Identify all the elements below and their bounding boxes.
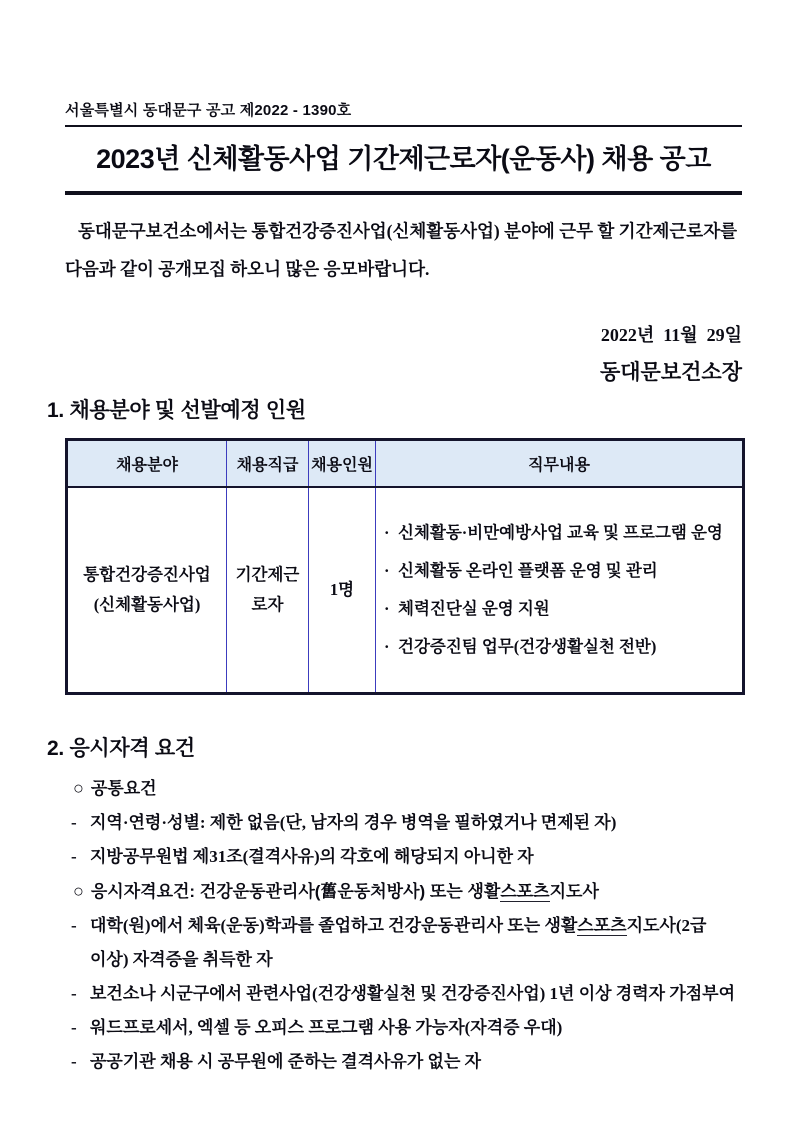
cell-grade: 기간제근로자	[227, 487, 309, 694]
qualification-item	[65, 1011, 742, 1045]
common-requirement-item	[65, 840, 742, 874]
dash-bullet: -	[71, 1052, 77, 1071]
common-requirement-item	[65, 806, 742, 840]
intro-paragraph: 동대문구보건소에서는 통합건강증진사업(신체활동사업) 분야에 근무 할 기간제근로자를 다음과 같이 공개모집 하오니 많은 응모바랍니다.	[65, 221, 738, 279]
document-title: 2023년 신체활동사업 기간제근로자(운동사) 채용 공고	[96, 144, 711, 174]
duty-item	[384, 514, 738, 552]
qual-item-post: 지도사(2급 이상) 자격증을 취득한 자	[90, 916, 707, 969]
field-line2: (신체활동사업)	[93, 595, 201, 614]
cell-field	[67, 487, 227, 694]
section1-heading: 1. 채용분야 및 선발예정 인원	[47, 399, 306, 422]
col-header-field: 채용분야	[67, 440, 227, 488]
dash-bullet: -	[71, 1018, 77, 1037]
qualification-item	[65, 977, 742, 1011]
requirement-text: 워드프로세서, 엑셀 등 오피스 프로그램 사용 가능자(자격증 우대)	[90, 1018, 563, 1037]
recruitment-table	[65, 438, 745, 695]
qual-label-post: 지도사	[549, 882, 599, 901]
circle-bullet: ○	[73, 881, 84, 901]
header-rule-bottom	[65, 191, 742, 195]
bullet-dot: ·	[384, 637, 390, 656]
circle-bullet: ○	[73, 778, 84, 798]
cell-count: 1명	[309, 487, 376, 694]
issue-date: 2022년 11월 29일	[600, 325, 742, 345]
qual-label-underlined: 스포츠	[500, 882, 550, 901]
col-header-grade: 채용직급	[227, 440, 309, 488]
table-row	[67, 487, 744, 694]
table-header-row	[67, 440, 744, 488]
qual-item-underlined: 스포츠	[577, 916, 627, 935]
field-line1: 통합건강증진사업	[83, 565, 211, 584]
qualification-item	[65, 909, 742, 977]
bullet-dot: ·	[384, 599, 390, 618]
requirement-text: 지방공무원법 제31조(결격사유)의 각호에 해당되지 아니한 자	[90, 847, 534, 866]
qualification-label	[65, 874, 742, 909]
qual-item-pre: 대학(원)에서 체육(운동)학과를 졸업하고 건강운동관리사 또는 생활	[90, 916, 578, 935]
duty-text: 신체활동 온라인 플랫폼 운영 및 관리	[398, 561, 658, 580]
section2-heading: 2. 응시자격 요건	[47, 737, 195, 760]
duty-text: 신체활동·비만예방사업 교육 및 프로그램 운영	[398, 523, 723, 542]
col-header-duties: 직무내용	[376, 440, 744, 488]
duty-item	[384, 628, 738, 666]
col-header-count: 채용인원	[309, 440, 376, 488]
bullet-dot: ·	[384, 523, 390, 542]
requirement-text: 공공기관 채용 시 공무원에 준하는 결격사유가 없는 자	[90, 1052, 482, 1071]
dash-bullet: -	[71, 916, 77, 935]
dash-bullet: -	[71, 984, 77, 1003]
cell-duties	[376, 487, 744, 694]
qual-label-pre: 응시자격요건: 건강운동관리사(舊운동처방사) 또는 생활	[90, 882, 501, 901]
common-label-text: 공통요건	[90, 779, 157, 798]
bullet-dot: ·	[384, 561, 390, 580]
document-content	[47, 0, 742, 1079]
duty-text: 건강증진팀 업무(건강생활실천 전반)	[398, 637, 657, 656]
issuing-authority: 동대문보건소장	[599, 360, 742, 384]
qualification-item	[65, 1045, 742, 1079]
header-rule-top	[65, 125, 742, 127]
requirement-text: 지역·연령·성별: 제한 없음(단, 남자의 경우 병역을 필하였거나 면제된 자)	[90, 813, 617, 832]
requirement-text: 보건소나 시군구에서 관련사업(건강생활실천 및 건강증진사업) 1년 이상 경력자 가점부여	[90, 984, 736, 1003]
common-requirements-label	[65, 771, 742, 806]
dash-bullet: -	[71, 847, 77, 866]
duty-item	[384, 590, 738, 628]
duty-text: 체력진단실 운영 지원	[398, 599, 550, 618]
duty-item	[384, 552, 738, 590]
dash-bullet: -	[71, 813, 77, 832]
notice-number: 서울특별시 동대문구 공고 제2022 - 1390호	[65, 102, 352, 119]
